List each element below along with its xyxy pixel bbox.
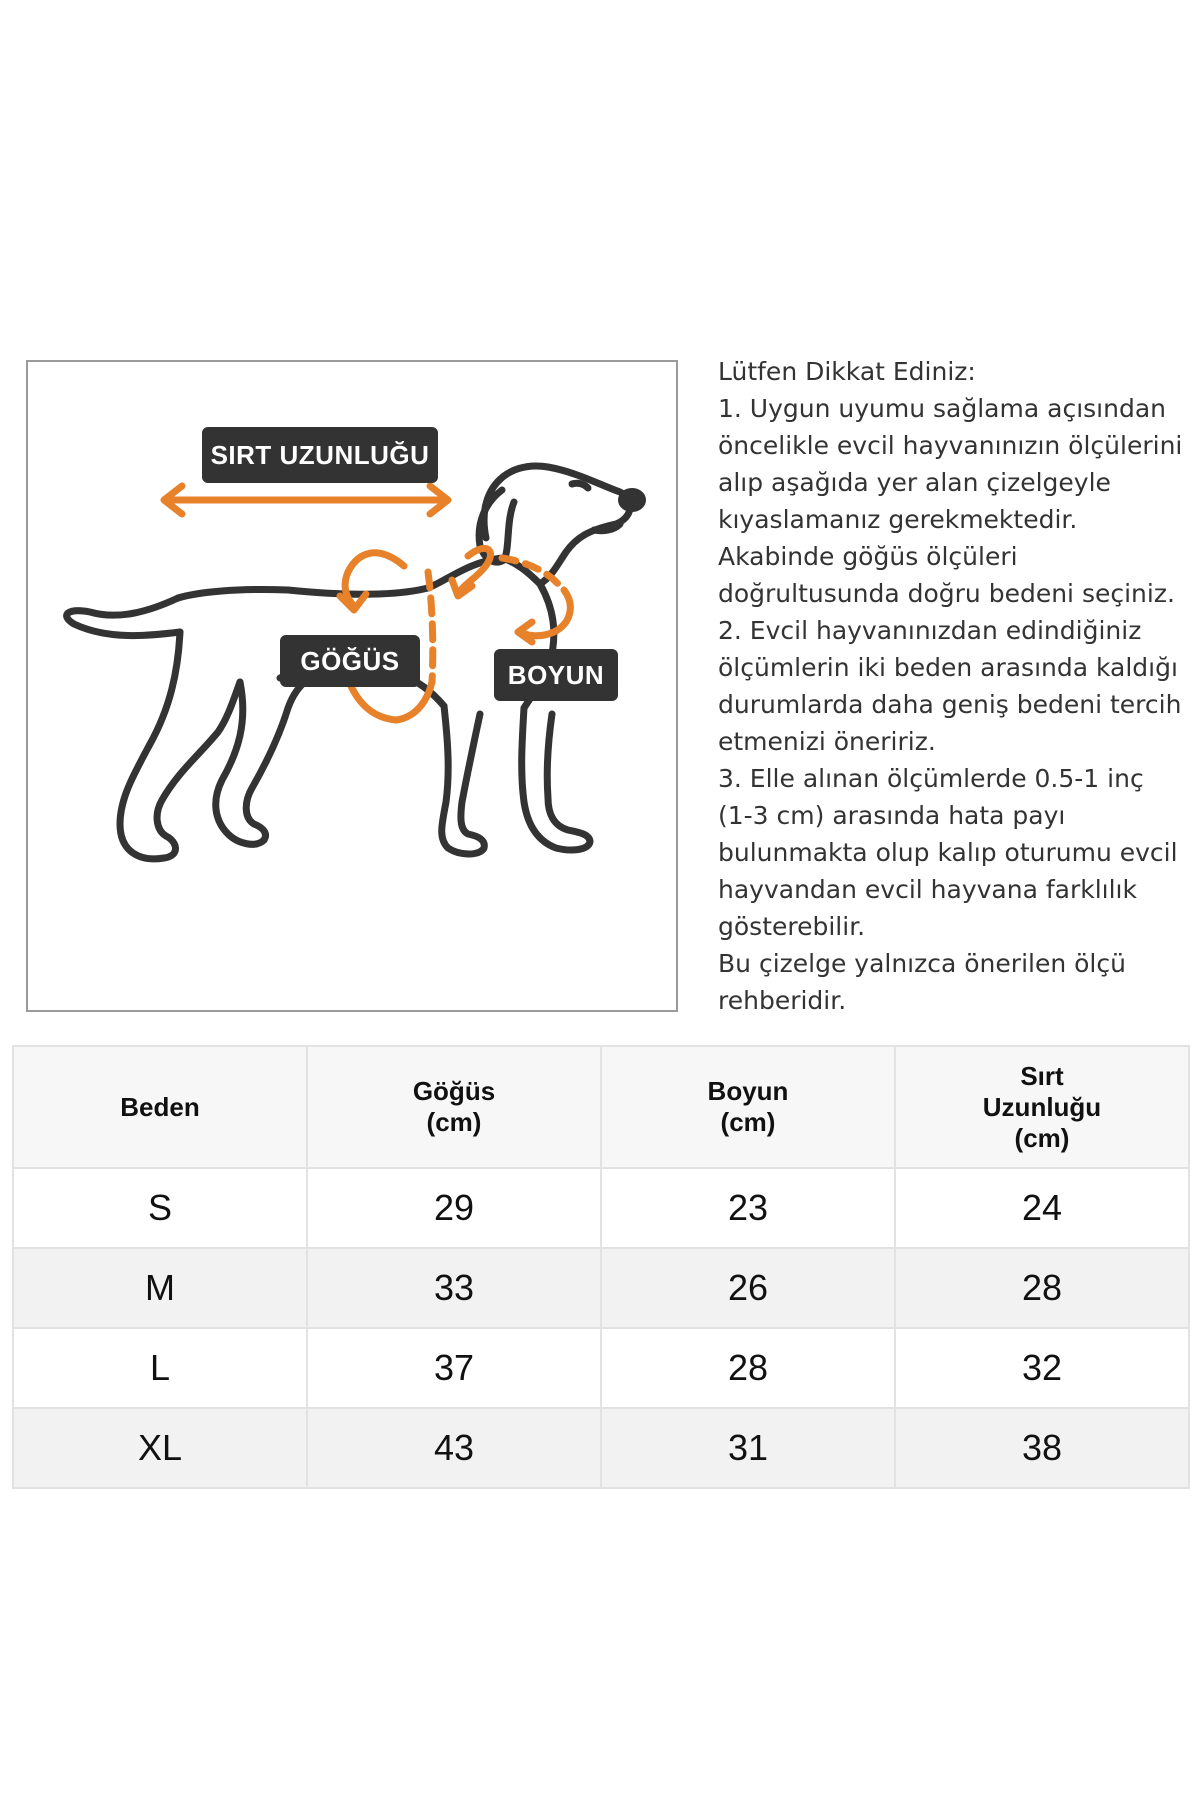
table-row xyxy=(13,1168,1189,1248)
neck-label: BOYUN xyxy=(494,649,618,701)
notes-line: 2. Evcil hayvanınızdan edindiğiniz xyxy=(718,616,1142,645)
cell-size: M xyxy=(13,1248,307,1328)
notes-line: gösterebilir. xyxy=(718,912,866,941)
cell-back-length: 38 xyxy=(895,1408,1189,1488)
header-unit: (cm) xyxy=(426,1107,482,1137)
table-header-row xyxy=(13,1046,1189,1168)
notes-line: öncelikle evcil hayvanınızın ölçülerini xyxy=(718,431,1183,460)
notes-line: etmenizi öneririz. xyxy=(718,727,936,756)
table-row xyxy=(13,1328,1189,1408)
notes-line: (1-3 cm) arasında hata payı xyxy=(718,801,1066,830)
cell-size: L xyxy=(13,1328,307,1408)
notes-line: hayvandan evcil hayvana farklılık xyxy=(718,875,1137,904)
notes-line: Lütfen Dikkat Ediniz: xyxy=(718,357,976,386)
cell-size: S xyxy=(13,1168,307,1248)
cell-chest: 43 xyxy=(307,1408,601,1488)
header-size xyxy=(13,1046,307,1168)
size-guide-diagram xyxy=(26,360,678,1012)
header-unit: (cm) xyxy=(720,1107,776,1137)
chest-label: GÖĞÜS xyxy=(280,635,420,687)
notes-line: ölçümlerin iki beden arasında kaldığı xyxy=(718,653,1178,682)
table-row xyxy=(13,1248,1189,1328)
notes-line: Bu çizelge yalnızca önerilen ölçü xyxy=(718,949,1126,978)
header-unit: (cm) xyxy=(1014,1122,1070,1153)
notes-line: doğrultusunda doğru bedeni seçiniz. xyxy=(718,579,1175,608)
cell-neck: 23 xyxy=(601,1168,895,1248)
back-length-label: SIRT UZUNLUĞU xyxy=(202,427,438,483)
cell-chest: 29 xyxy=(307,1168,601,1248)
header-text: Uzunluğu xyxy=(982,1091,1102,1122)
size-chart-table xyxy=(12,1045,1190,1489)
header-text: Beden xyxy=(120,1091,200,1122)
notes-line: Akabinde göğüs ölçüleri xyxy=(718,542,1018,571)
cell-back-length: 28 xyxy=(895,1248,1189,1328)
cell-neck: 31 xyxy=(601,1408,895,1488)
header-text: Göğüs xyxy=(412,1076,496,1106)
notes-line: alıp aşağıda yer alan çizelgeyle xyxy=(718,468,1111,497)
notes-line: 3. Elle alınan ölçümlerde 0.5-1 inç xyxy=(718,764,1144,793)
header-chest xyxy=(307,1046,601,1168)
cell-back-length: 24 xyxy=(895,1168,1189,1248)
header-text: Boyun xyxy=(707,1076,789,1106)
measurement-notes xyxy=(718,353,1200,1019)
notes-line: kıyaslamanız gerekmektedir. xyxy=(718,505,1078,534)
cell-neck: 26 xyxy=(601,1248,895,1328)
cell-chest: 33 xyxy=(307,1248,601,1328)
header-neck xyxy=(601,1046,895,1168)
header-back-length xyxy=(895,1046,1189,1168)
table-row xyxy=(13,1408,1189,1488)
cell-back-length: 32 xyxy=(895,1328,1189,1408)
notes-line: bulunmakta olup kalıp oturumu evcil xyxy=(718,838,1178,867)
cell-size: XL xyxy=(13,1408,307,1488)
cell-neck: 28 xyxy=(601,1328,895,1408)
notes-line: durumlarda daha geniş bedeni tercih xyxy=(718,690,1182,719)
notes-line: 1. Uygun uyumu sağlama açısından xyxy=(718,394,1166,423)
cell-chest: 37 xyxy=(307,1328,601,1408)
notes-line: rehberidir. xyxy=(718,986,847,1015)
header-text: Sırt xyxy=(1020,1060,1064,1091)
